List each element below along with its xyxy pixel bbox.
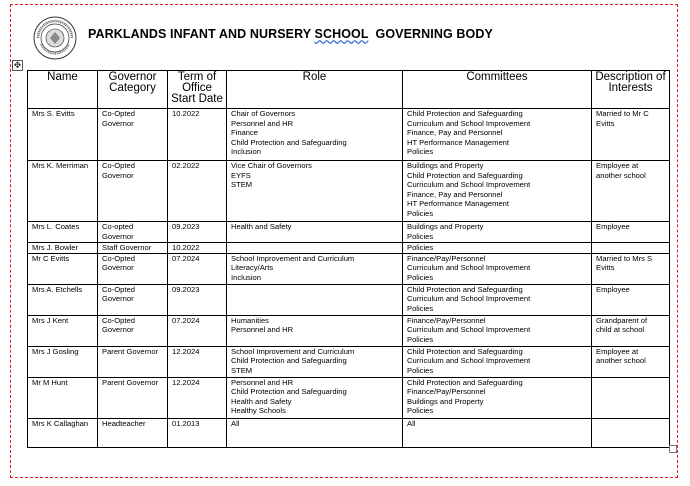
committees-line: Curriculum and School Improvement [407, 325, 531, 335]
role-line: School Improvement and Curriculum [231, 253, 355, 263]
committees-line: Finance/Pay/Personnel [407, 315, 486, 325]
governors-table [27, 70, 670, 448]
cell-committees [403, 418, 592, 447]
header-interests: Description of Interests [592, 71, 670, 109]
category-line: Co-Opted [102, 284, 135, 294]
school-logo [33, 16, 77, 60]
role-line: Child Protection and Safeguarding [231, 137, 347, 147]
category-line: Co-Opted [102, 253, 135, 263]
term-text: 12.2024 [172, 377, 200, 387]
document-title: PARKLANDS INFANT AND NURSERY SCHOOL GOVERNING BODY [88, 27, 493, 41]
cell-interests [592, 222, 670, 243]
table-row [28, 315, 670, 346]
cell-committees [403, 346, 592, 377]
cell-term [168, 418, 227, 447]
cell-name [28, 418, 98, 447]
cell-term [168, 243, 227, 254]
cell-name [28, 377, 98, 418]
name-text: Mrs J Gosling [32, 346, 79, 356]
interests-line: Married to Mr C [596, 109, 649, 118]
category-line: Staff Governor [102, 243, 152, 252]
page-end-mark [669, 445, 677, 453]
interests-line: another school [596, 170, 646, 180]
cell-category [98, 346, 168, 377]
cell-committees [403, 284, 592, 315]
name-text: Mrs K Callaghan [32, 418, 89, 428]
cell-name [28, 346, 98, 377]
cell-role [227, 315, 403, 346]
committees-line: Child Protection and Safeguarding [407, 109, 523, 118]
category-line: Governor [102, 263, 134, 273]
role-line: Health and Safety [231, 222, 292, 231]
role-line: Healthy Schools [231, 406, 286, 416]
table-row [28, 161, 670, 222]
table-move-handle-icon[interactable]: ✥ [13, 60, 22, 70]
category-line: Co-Opted [102, 109, 135, 118]
cell-committees [403, 222, 592, 243]
table-row [28, 253, 670, 284]
committees-line: Buildings and Property [407, 222, 484, 231]
name-text: Mr M Hunt [32, 377, 68, 387]
category-line: Governor [102, 231, 134, 241]
interests-line: Employee [596, 284, 630, 294]
header-committees: Committees [403, 71, 592, 109]
cell-category [98, 109, 168, 161]
committees-line: Policies [407, 147, 434, 157]
role-line: Literacy/Arts [231, 263, 274, 273]
cell-name [28, 109, 98, 161]
name-text: Mrs J Kent [32, 315, 69, 325]
interests-line: Married to Mrs S [596, 253, 653, 263]
committees-line: Buildings and Property [407, 161, 484, 170]
category-line: Co-opted [102, 222, 134, 231]
category-line: Governor [102, 118, 134, 128]
cell-name [28, 315, 98, 346]
role-line: Inclusion [231, 147, 261, 157]
cell-role [227, 243, 403, 254]
header-term: Term of Office Start Date [168, 71, 227, 109]
term-text: 01.2013 [172, 418, 200, 428]
role-line: Inclusion [231, 272, 261, 282]
committees-line: Policies [407, 231, 434, 241]
name-text: Mr C Evitts [32, 253, 70, 263]
committees-line: Curriculum and School Improvement [407, 294, 531, 304]
table-row [28, 109, 670, 161]
committees-line: Finance, Pay and Personnel [407, 128, 503, 138]
cell-term [168, 315, 227, 346]
cell-term [168, 346, 227, 377]
cell-term [168, 161, 227, 222]
table-row [28, 243, 670, 254]
role-line: Personnel and HR [231, 325, 294, 335]
cell-interests [592, 284, 670, 315]
cell-name [28, 253, 98, 284]
committees-line: Child Protection and Safeguarding [407, 346, 523, 356]
table-row [28, 418, 670, 447]
cell-committees [403, 161, 592, 222]
interests-line: Employee [596, 222, 630, 231]
cell-term [168, 109, 227, 161]
committees-line: Buildings and Property [407, 396, 484, 406]
role-line: Child Protection and Safeguarding [231, 387, 347, 397]
cell-category [98, 222, 168, 243]
table-header-row [28, 71, 670, 109]
category-line: Co-Opted [102, 161, 135, 170]
table-row [28, 284, 670, 315]
name-text: Mrs K. Merriman [32, 161, 89, 170]
committees-line: HT Performance Management [407, 199, 510, 209]
category-line: Governor [102, 294, 134, 304]
name-text: Mrs S. Evitts [32, 109, 75, 118]
committees-line: Child Protection and Safeguarding [407, 170, 523, 180]
committees-line: Curriculum and School Improvement [407, 356, 531, 366]
cell-committees [403, 109, 592, 161]
committees-line: All [407, 418, 416, 428]
role-line: Child Protection and Safeguarding [231, 356, 347, 366]
cell-interests [592, 346, 670, 377]
committees-line: Policies [407, 272, 434, 282]
header-name: Name [28, 71, 98, 109]
cell-category [98, 253, 168, 284]
committees-line: Child Protection and Safeguarding [407, 284, 523, 294]
cell-role [227, 161, 403, 222]
committees-line: Finance/Pay/Personnel [407, 387, 486, 397]
term-text: 02.2022 [172, 161, 200, 170]
cell-name [28, 222, 98, 243]
cell-name [28, 161, 98, 222]
role-line: Humanities [231, 315, 269, 325]
cell-category [98, 377, 168, 418]
interests-line: Employee at [596, 346, 639, 356]
committees-line: Policies [407, 303, 434, 313]
committees-line: Policies [407, 334, 434, 344]
term-text: 10.2022 [172, 243, 200, 252]
cell-role [227, 418, 403, 447]
category-line: Headteacher [102, 418, 146, 428]
cell-category [98, 284, 168, 315]
cell-role [227, 253, 403, 284]
committees-line: Policies [407, 243, 434, 252]
cell-committees [403, 315, 592, 346]
cell-interests [592, 253, 670, 284]
interests-line: Evitts [596, 263, 615, 273]
header-role: Role [227, 71, 403, 109]
header-category: Governor Category [98, 71, 168, 109]
committees-line: Policies [407, 208, 434, 218]
cell-term [168, 377, 227, 418]
role-line: Personnel and HR [231, 118, 294, 128]
cell-role [227, 346, 403, 377]
term-text: 09.2023 [172, 284, 200, 294]
committees-line: HT Performance Management [407, 137, 510, 147]
committees-line: Child Protection and Safeguarding [407, 377, 523, 387]
interests-line: another school [596, 356, 646, 366]
cell-category [98, 315, 168, 346]
role-line: EYFS [231, 170, 251, 180]
committees-line: Curriculum and School Improvement [407, 263, 531, 273]
committees-line: Policies [407, 406, 434, 416]
cell-term [168, 222, 227, 243]
interests-line: Grandparent of [596, 315, 648, 325]
name-text: Mrs A. Etchells [32, 284, 83, 294]
table-row [28, 377, 670, 418]
cell-category [98, 243, 168, 254]
table-row [28, 346, 670, 377]
category-line: Governor [102, 325, 134, 335]
cell-term [168, 253, 227, 284]
cell-committees [403, 243, 592, 254]
table-row [28, 222, 670, 243]
term-text: 07.2024 [172, 253, 200, 263]
cell-interests [592, 161, 670, 222]
cell-term [168, 284, 227, 315]
term-text: 09.2023 [172, 222, 200, 231]
term-text: 10.2022 [172, 109, 200, 118]
cell-name [28, 243, 98, 254]
committees-line: Policies [407, 365, 434, 375]
committees-line: Finance/Pay/Personnel [407, 253, 486, 263]
category-line: Parent Governor [102, 377, 159, 387]
cell-name [28, 284, 98, 315]
role-line: Vice Chair of Governors [231, 161, 312, 170]
name-text: Mrs J. Bowler [32, 243, 78, 252]
cell-committees [403, 253, 592, 284]
category-line: Parent Governor [102, 346, 159, 356]
committees-line: Finance, Pay and Personnel [407, 189, 503, 199]
role-line: STEM [231, 180, 253, 190]
role-line: Finance [231, 128, 259, 138]
interests-line: Employee at [596, 161, 639, 170]
cell-interests [592, 243, 670, 254]
cell-role [227, 284, 403, 315]
interests-line: Evitts [596, 118, 615, 128]
committees-line: Curriculum and School Improvement [407, 180, 531, 190]
cell-interests [592, 109, 670, 161]
cell-category [98, 418, 168, 447]
table-body [28, 109, 670, 448]
term-text: 07.2024 [172, 315, 200, 325]
name-text: Mrs L. Coates [32, 222, 80, 231]
category-line: Co-Opted [102, 315, 135, 325]
committees-line: Curriculum and School Improvement [407, 118, 531, 128]
role-line: Health and Safety [231, 396, 292, 406]
role-line: School Improvement and Curriculum [231, 346, 355, 356]
cell-role [227, 109, 403, 161]
cell-interests [592, 418, 670, 447]
cell-interests [592, 315, 670, 346]
cell-committees [403, 377, 592, 418]
role-line: All [231, 418, 240, 428]
cell-role [227, 222, 403, 243]
cell-interests [592, 377, 670, 418]
term-text: 12.2024 [172, 346, 200, 356]
interests-line: child at school [596, 325, 645, 335]
cell-category [98, 161, 168, 222]
role-line: Personnel and HR [231, 377, 294, 387]
role-line: STEM [231, 365, 253, 375]
role-line: Chair of Governors [231, 109, 296, 118]
cell-role [227, 377, 403, 418]
category-line: Governor [102, 170, 134, 180]
